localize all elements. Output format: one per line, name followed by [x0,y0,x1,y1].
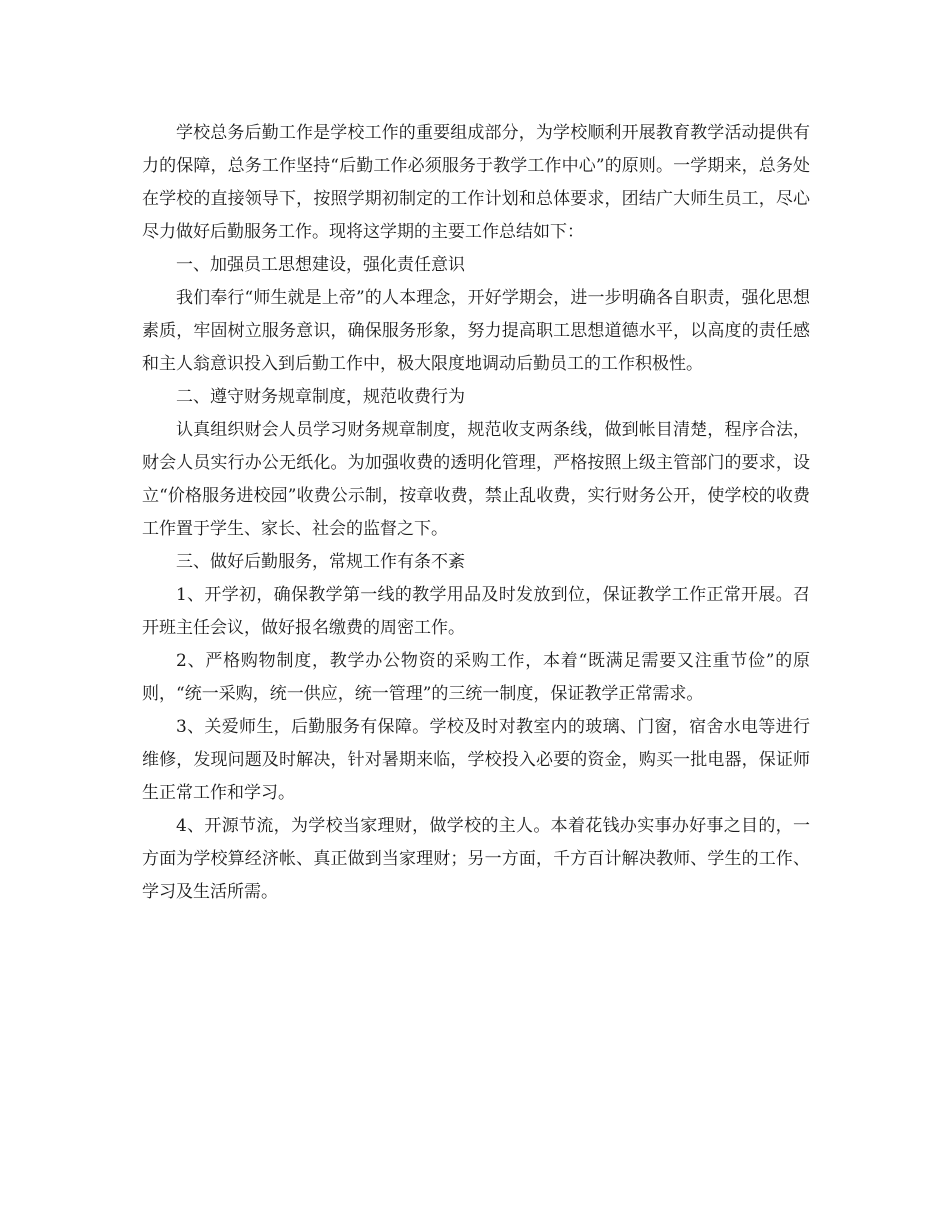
section-heading-3: 三、做好后勤服务，常规工作有条不紊 [176,552,465,572]
intro-paragraph: 学校总务后勤工作是学校工作的重要组成部分，为学校顺利开展教育教学活动提供有力的保障，总务工作坚持“后勤工作必须服务于教学工作中心”的原则。一学期来，总务处在学校的直接领导下，按照学期初制定的工作计划和总体要求，团结广大师生员工，尽心尽力做好后勤服务工作。现将这学期的主要工作总结如下： [142,123,810,242]
section-1-paragraph: 我们奉行“师生就是上帝”的人本理念，开好学期会，进一步明确各自职责，强化思想素质，牢固树立服务意识，确保服务形象，努力提高职工思想道德水平，以高度的责任感和主人翁意识投入到后勤工作中，极大限度地调动后勤员工的工作积极性。 [142,288,810,374]
item-2-paragraph: 2、严格购物制度，教学办公物资的采购工作，本着“既满足需要又注重节俭”的原则，“统一采购，统一供应，统一管理”的三统一制度，保证教学正常需求。 [142,651,810,704]
item-4-paragraph: 4、开源节流，为学校当家理财，做学校的主人。本着花钱办实事办好事之目的，一方面为学校算经济帐、真正做到当家理财；另一方面，千方百计解决教师、学生的工作、学习及生活所需。 [142,816,810,902]
section-heading-2: 二、遵守财务规章制度，规范收费行为 [176,387,465,407]
document-body [142,117,810,909]
section-2-paragraph: 认真组织财会人员学习财务规章制度，规范收支两条线，做到帐目清楚，程序合法，财会人员实行办公无纸化。为加强收费的透明化管理，严格按照上级主管部门的要求，设立“价格服务进校园”收费公示制，按章收费，禁止乱收费，实行财务公开，使学校的收费工作置于学生、家长、社会的监督之下。 [142,420,810,539]
item-3-paragraph: 3、关爱师生，后勤服务有保障。学校及时对教室内的玻璃、门窗，宿舍水电等进行维修，发现问题及时解决，针对暑期来临，学校投入必要的资金，购买一批电器，保证师生正常工作和学习。 [142,717,810,803]
section-heading-1: 一、加强员工思想建设，强化责任意识 [176,255,465,275]
item-1-paragraph: 1、开学初，确保教学第一线的教学用品及时发放到位，保证教学工作正常开展。召开班主任会议，做好报名缴费的周密工作。 [142,585,810,638]
